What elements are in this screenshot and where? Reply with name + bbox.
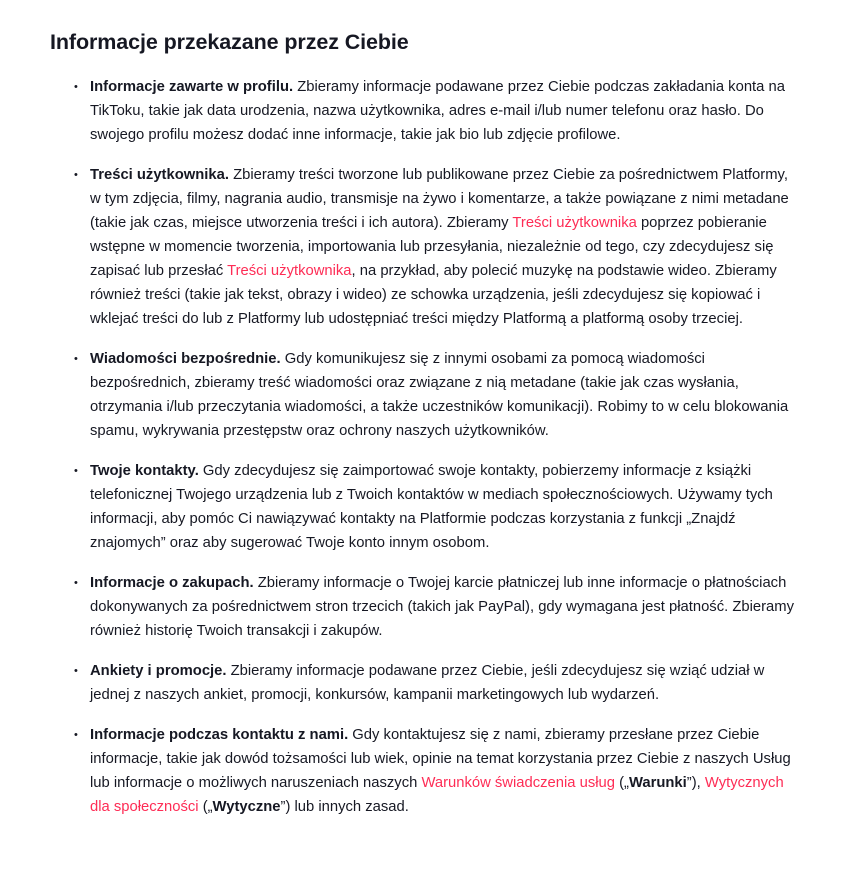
item-text: , na przykład, aby polecić muzykę na podstawie wideo. Zbieramy również treści (takie jak tekst, obrazy i wideo) ze schowka urządzenia, jeśli zdecydujesz się kopiować i wklejać treści do lub z Platformy lub udostępniać treści między Platformą a platformą osoby trzeciej. xyxy=(90,263,777,327)
user-content-link[interactable]: Treści użytkownika xyxy=(227,263,352,279)
item-text: Zbieramy treści tworzone lub publikowane przez Ciebie za pośrednictwem Platformy, w tym zdjęcia, filmy, nagrania audio, transmisje na żywo i komentarze, a także powiązane z nimi metadane (takie jak czas, miejsce utworzenia treści i ich autora). Zbieramy xyxy=(90,167,789,231)
community-guidelines-link[interactable]: Wytycznych dla społeczności xyxy=(90,775,784,815)
guidelines-abbrev: Wytyczne xyxy=(212,799,281,815)
item-lead: Ankiety i promocje. xyxy=(90,663,227,679)
list-item-profile-info xyxy=(90,75,802,147)
list-item-direct-messages xyxy=(90,347,802,443)
terms-abbrev: Warunki xyxy=(628,775,687,791)
item-lead: Treści użytkownika. xyxy=(90,167,229,183)
item-text: Gdy zdecydujesz się zaimportować swoje kontakty, pobierzemy informacje z książki telefonicznej Twojego urządzenia lub z Twoich kontaktów w mediach społecznościowych. Używamy tych informacji, aby pomóc Ci nawiązywać kontakty na Platformie podczas korzystania z funkcji „Znajdź znajomych” oraz aby sugerować Twoje konto innym osobom. xyxy=(90,463,773,551)
item-text: Gdy komunikujesz się z innymi osobami za pomocą wiadomości bezpośrednich, zbieramy treść wiadomości oraz związane z nią metadane (takie jak czas wysłania, otrzymania i/lub przeczytania wiadomości, a także uczestników komunikacji). Robimy to w celu blokowania spamu, wykrywania przestępstw oraz ochrony naszych użytkowników. xyxy=(90,351,789,439)
list-item-purchase-info xyxy=(90,571,802,643)
terms-of-service-link[interactable]: Warunków świadczenia usług xyxy=(421,775,615,791)
item-text: Zbieramy informacje o Twojej karcie płatniczej lub inne informacje o płatnościach dokonywanych za pośrednictwem stron trzecich (takich jak PayPal), gdy wymagana jest płatność. Zbieramy również historię Twoich transakcji i zakupów. xyxy=(90,575,794,639)
item-lead: Twoje kontakty. xyxy=(90,463,199,479)
item-text: Zbieramy informacje podawane przez Ciebie, jeśli zdecydujesz się wziąć udział w jednej z naszych ankiet, promocji, konkursów, kampanii marketingowych lub wydarzeń. xyxy=(90,663,765,703)
item-lead: Informacje o zakupach. xyxy=(90,575,254,591)
item-text: ”) lub innych zasad. xyxy=(280,799,409,815)
item-lead: Informacje zawarte w profilu. xyxy=(90,79,294,95)
list-item-surveys-promotions xyxy=(90,659,802,707)
item-lead: Informacje podczas kontaktu z nami. xyxy=(90,727,349,743)
user-content-link[interactable]: Treści użytkownika xyxy=(512,215,637,231)
item-text: („ xyxy=(614,775,629,791)
item-lead: Wiadomości bezpośrednie. xyxy=(90,351,281,367)
list-item-user-content xyxy=(90,163,802,331)
item-text: Zbieramy informacje podawane przez Ciebie podczas zakładania konta na TikToku, takie jak data urodzenia, nazwa użytkownika, adres e-mail i/lub numer telefonu oraz hasło. Do swojego profilu możesz dodać inne informacje, takie jak bio lub zdjęcie profilowe. xyxy=(90,79,785,143)
item-text: („ xyxy=(198,799,213,815)
item-text: ”), xyxy=(686,775,701,791)
list-item-contact-us xyxy=(90,723,802,819)
info-list xyxy=(90,75,802,835)
section-title: Informacje przekazane przez Ciebie xyxy=(50,30,409,54)
item-text: Gdy kontaktujesz się z nami, zbieramy przesłane przez Ciebie informacje, takie jak dowód tożsamości lub wiek, opinie na temat korzystania przez Ciebie z naszych Usług lub informacje o możliwych naruszeniach naszych xyxy=(90,727,791,791)
item-text: poprzez pobieranie wstępne w momencie tworzenia, importowania lub przesyłania, niezależnie od tego, czy zdecydujesz się zapisać lub przesłać xyxy=(90,215,774,279)
list-item-contacts xyxy=(90,459,802,555)
